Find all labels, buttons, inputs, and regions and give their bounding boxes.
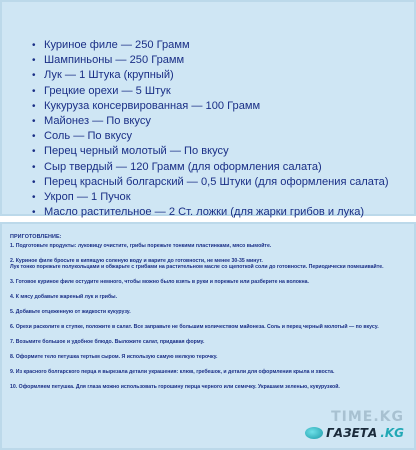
ingredient-item [32, 129, 406, 144]
ingredient-item [32, 114, 406, 129]
instruction-step-text: 3. Готовое куриное филе остудите немного, чтобы можно было взять в руки и порежьте или разберите на волокна. [10, 279, 309, 286]
instruction-step [10, 384, 404, 390]
ingredient-text: Лук — 1 Штука (крупный) [44, 69, 174, 82]
watermark [305, 409, 404, 440]
ingredient-text: Сыр твердый — 120 Грамм (для оформления салата) [44, 160, 322, 173]
instruction-step-text: Лук тонко порежьте полукольцами и обжарьте с грибами на растительном масле со щепоткой соли до готовности. Периодически помешивайте. [10, 264, 384, 271]
ingredient-text: Масло растительное — 2 Ст. ложки (для жарки грибов и лука) [44, 206, 365, 219]
bullet-icon: • [32, 116, 36, 128]
ingredient-item [32, 190, 406, 205]
ingredient-text: Укроп — 1 Пучок [44, 191, 131, 204]
globe-icon [305, 427, 323, 439]
ingredient-item [32, 205, 406, 220]
bullet-icon: • [32, 161, 36, 173]
ingredient-text: Соль — По вкусу [44, 130, 133, 143]
bullet-icon: • [32, 207, 36, 219]
ingredient-text: Кукуруза консервированная — 100 Грамм [44, 99, 261, 112]
watermark-brand [305, 426, 404, 440]
instruction-step [10, 324, 404, 330]
instruction-step-text: 4. К мясу добавьте жареный лук и грибы. [10, 294, 118, 301]
instruction-step-text: 1. Подготовьте продукты: луковицу очистите, грибы порежьте тонкими пластинками, мясо вымойте. [10, 243, 272, 249]
watermark-brand-suffix: .KG [380, 426, 404, 440]
bullet-icon: • [32, 85, 36, 97]
instruction-step [10, 309, 404, 315]
ingredient-item [32, 175, 406, 190]
ingredient-text: Шампиньоны — 250 Грамм [44, 54, 185, 67]
instruction-step-text: 8. Оформите тело петушка тертым сыром. Я использую самую мелкую терочку. [10, 354, 218, 361]
instruction-step-text: 9. Из красного болгарского перца я вырезала детали украшения: клюв, гребешок, и детали для оформления крыла и хвоста. [10, 369, 335, 376]
instruction-step-text: 10. Оформляем петушка. Для глаза можно использовать горошину перца черного или семечку. Украшаем зеленью, кукурузкой. [10, 384, 340, 391]
ingredient-item [32, 160, 406, 175]
ingredient-item [32, 68, 406, 83]
instruction-step [10, 243, 404, 249]
ingredient-text: Куриное филе — 250 Грамм [44, 39, 190, 51]
instruction-step [10, 339, 404, 345]
ingredient-text: Грецкие орехи — 5 Штук [44, 84, 171, 97]
ingredient-item [32, 53, 406, 68]
bullet-icon: • [32, 100, 36, 112]
bullet-icon: • [32, 146, 36, 158]
bullet-icon: • [32, 40, 36, 51]
instruction-step [10, 369, 404, 375]
instruction-step-text: 7. Возьмите большое и удобное блюдо. Выложите салат, придавая форму. [10, 339, 205, 346]
instructions-heading: ПРИГОТОВЛЕНИЕ: [10, 234, 62, 240]
ingredient-text: Перец черный молотый — По вкусу [44, 145, 229, 158]
watermark-brand-name: ГАЗЕТА [326, 426, 378, 440]
instruction-step [10, 258, 404, 270]
instruction-step [10, 294, 404, 300]
instruction-step [10, 354, 404, 360]
instruction-step [10, 279, 404, 285]
instruction-step-text: 6. Орехи расколите в ступке, положите в салат. Все заправьте не большим количеством майонеза. Соль и перец черный молотый — по вкусу. [10, 324, 379, 331]
instructions-list [10, 243, 404, 390]
ingredient-text: Перец красный болгарский — 0,5 Штуки (для оформления салата) [44, 175, 389, 188]
bullet-icon: • [32, 176, 36, 188]
bullet-icon: • [32, 131, 36, 143]
ingredient-item [32, 144, 406, 159]
instruction-step-text: 2. Куриное филе бросьте в кипящую соленую воду и варите до готовности, не менее 30-35 минут. [10, 258, 263, 264]
bullet-icon: • [32, 70, 36, 82]
ingredient-text: Майонез — По вкусу [44, 115, 151, 128]
bullet-icon: • [32, 192, 36, 204]
bullet-icon: • [32, 55, 36, 67]
ingredient-item [32, 38, 406, 53]
ingredients-card [0, 0, 416, 219]
instruction-step-text: 5. Добавьте отцеженную от жидкости кукурузу. [10, 309, 131, 316]
ingredients-list [32, 38, 406, 220]
ingredient-item [32, 84, 406, 99]
watermark-site: TIME.KG [331, 409, 404, 425]
ingredient-item [32, 99, 406, 114]
